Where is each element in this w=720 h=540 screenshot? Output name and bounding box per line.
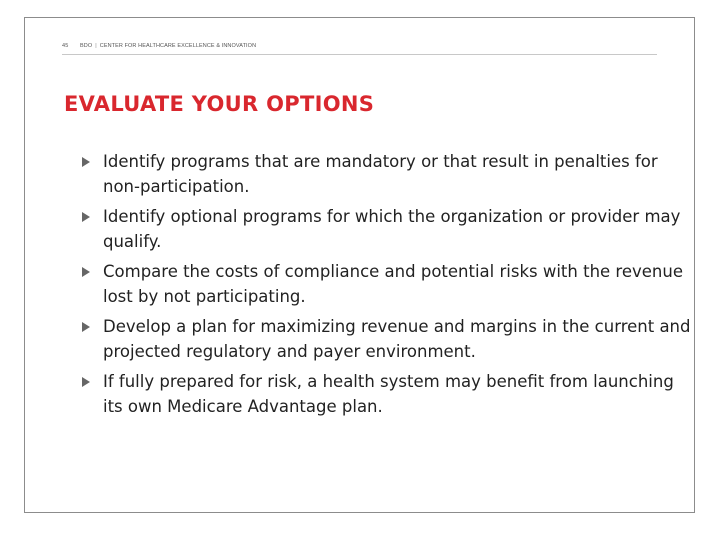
header-separator: | xyxy=(95,43,97,49)
section-name: CENTER FOR HEALTHCARE EXCELLENCE & INNOVATION xyxy=(99,43,257,49)
bullet-item xyxy=(82,150,694,199)
bullet-item xyxy=(82,315,694,364)
bullet-list xyxy=(82,150,694,425)
header-divider xyxy=(62,54,657,55)
triangle-bullet-icon xyxy=(82,377,90,387)
triangle-bullet-icon xyxy=(82,267,90,277)
triangle-bullet-icon xyxy=(82,157,90,167)
header-line xyxy=(80,43,256,49)
page-title: EVALUATE YOUR OPTIONS xyxy=(64,92,375,116)
bullet-text: Identify optional programs for which the organization or provider may qualify. xyxy=(103,207,681,251)
triangle-bullet-icon xyxy=(82,212,90,222)
bullet-text: If fully prepared for risk, a health system may benefit from launching its own Medicare Advantage plan. xyxy=(103,372,674,416)
page-number: 45 xyxy=(62,43,69,49)
bullet-item xyxy=(82,370,694,419)
brand-name: BDO xyxy=(80,43,93,49)
bullet-text: Develop a plan for maximizing revenue and margins in the current and projected regulatory and payer environment. xyxy=(103,317,691,361)
bullet-item xyxy=(82,205,694,254)
bullet-item xyxy=(82,260,694,309)
bullet-text: Identify programs that are mandatory or that result in penalties for non-participation. xyxy=(103,152,658,196)
triangle-bullet-icon xyxy=(82,322,90,332)
bullet-text: Compare the costs of compliance and potential risks with the revenue lost by not participating. xyxy=(103,262,683,306)
